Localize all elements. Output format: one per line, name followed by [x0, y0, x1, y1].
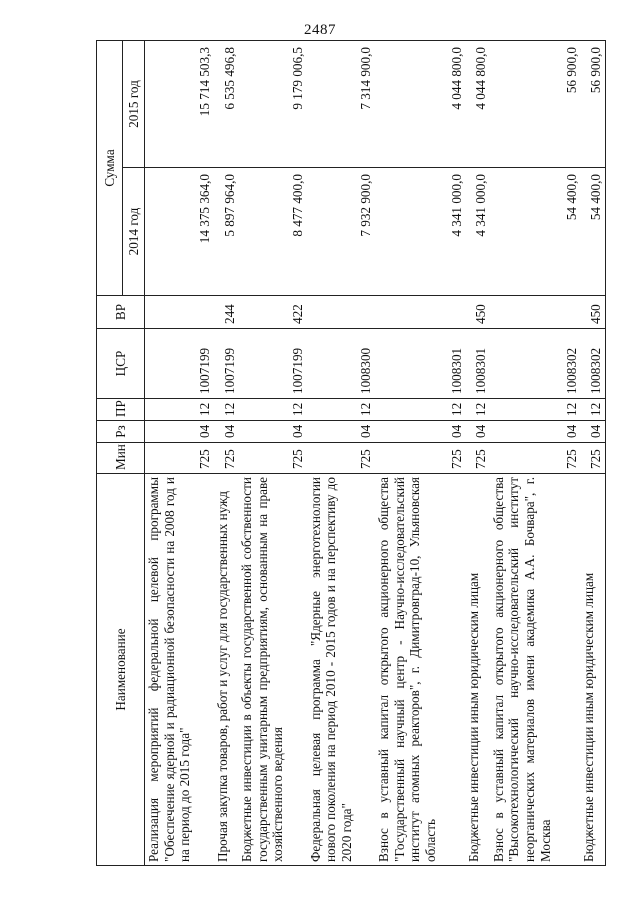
rotated-page: [96, 41, 606, 866]
row-rz: 04: [490, 421, 580, 443]
row-min: 725: [465, 443, 490, 474]
row-2014: 5 897 964,0: [214, 168, 239, 296]
row-2015: 56 900,0: [490, 41, 580, 168]
row-vr: 450: [580, 296, 605, 329]
row-csr: 1008301: [465, 329, 490, 399]
row-csr: 1008300: [307, 329, 375, 399]
row-pr: 12: [465, 399, 490, 421]
row-pr: 12: [490, 399, 580, 421]
row-2015: 4 044 800,0: [375, 41, 465, 168]
header-csr: ЦСР: [97, 329, 145, 399]
row-name: Бюджетные инвестиции иным юридическим лицам: [580, 474, 605, 866]
row-rz: 04: [214, 421, 239, 443]
table-row: [307, 41, 375, 866]
row-min: 725: [307, 443, 375, 474]
page-number: 2487: [304, 22, 336, 38]
row-vr: 450: [465, 296, 490, 329]
row-name: Реализация мероприятий федеральной целевой программы "Обеспечение ядерной и радиационной безопасности на 2008 год и на период до 2015 года": [145, 474, 214, 866]
row-rz: 04: [375, 421, 465, 443]
row-vr: 244: [214, 296, 239, 329]
row-2015: 9 179 006,5: [238, 41, 306, 168]
row-name: Прочая закупка товаров, работ и услуг для государственных нужд: [214, 474, 239, 866]
row-min: 725: [580, 443, 605, 474]
header-name: Наименование: [97, 474, 145, 866]
row-2015: 6 535 496,8: [214, 41, 239, 168]
row-name: Взнос в уставный капитал открытого акционерного общества "Высокотехнологический научно-исследовательский институт неорганических материалов имени академика А.А. Бочвара", г. Москва: [490, 474, 580, 866]
row-csr: 1007199: [145, 329, 214, 399]
row-2014: 7 932 900,0: [307, 168, 375, 296]
table-row: [375, 41, 465, 866]
row-rz: 04: [145, 421, 214, 443]
header-rz: Рз: [97, 421, 145, 443]
row-pr: 12: [238, 399, 306, 421]
row-min: 725: [214, 443, 239, 474]
table-row: [490, 41, 580, 866]
row-name: Бюджетные инвестиции иным юридическим лицам: [465, 474, 490, 866]
header-pr: ПР: [97, 399, 145, 421]
row-min: 725: [145, 443, 214, 474]
row-vr: [375, 296, 465, 329]
row-2014: 4 341 000,0: [375, 168, 465, 296]
row-2014: 14 375 364,0: [145, 168, 214, 296]
row-2015: 7 314 900,0: [307, 41, 375, 168]
row-2015: 15 714 503,3: [145, 41, 214, 168]
row-csr: 1007199: [238, 329, 306, 399]
table-row: [580, 41, 605, 866]
row-vr: [307, 296, 375, 329]
header-2015: 2015 год: [123, 41, 145, 168]
row-vr: [145, 296, 214, 329]
row-rz: 04: [307, 421, 375, 443]
row-csr: 1008302: [580, 329, 605, 399]
row-rz: 04: [580, 421, 605, 443]
row-2015: 56 900,0: [580, 41, 605, 168]
row-min: 725: [375, 443, 465, 474]
row-pr: 12: [214, 399, 239, 421]
row-csr: 1008302: [490, 329, 580, 399]
row-pr: 12: [375, 399, 465, 421]
header-min: Мин: [97, 443, 145, 474]
row-rz: 04: [238, 421, 306, 443]
row-2014: 4 341 000,0: [465, 168, 490, 296]
table-row: [145, 41, 214, 866]
row-pr: 12: [580, 399, 605, 421]
row-name: Взнос в уставный капитал открытого акционерного общества "Государственный научный центр - Научно-исследовательский институт атомных реакторов", г. Димитровград-10, Ульяновская область: [375, 474, 465, 866]
header-sum: Сумма: [97, 41, 123, 296]
row-vr: 422: [238, 296, 306, 329]
row-csr: 1008301: [375, 329, 465, 399]
header-vr: ВР: [97, 296, 145, 329]
row-min: 725: [238, 443, 306, 474]
row-2015: 4 044 800,0: [465, 41, 490, 168]
row-vr: [490, 296, 580, 329]
header-2014: 2014 год: [123, 168, 145, 296]
row-name: Бюджетные инвестиции в объекты государственной собственности государственным унитарным предприятиям, основанным на праве хозяйственного ведения: [238, 474, 306, 866]
row-2014: 54 400,0: [580, 168, 605, 296]
row-min: 725: [490, 443, 580, 474]
row-csr: 1007199: [214, 329, 239, 399]
row-2014: 8 477 400,0: [238, 168, 306, 296]
table-row: [238, 41, 306, 866]
row-2014: 54 400,0: [490, 168, 580, 296]
budget-table: [96, 40, 606, 866]
row-name: Федеральная целевая программа "Ядерные энерготехнологии нового поколения на период 2010 - 2015 годов и на перспективу до 2020 года": [307, 474, 375, 866]
table-row: [465, 41, 490, 866]
row-pr: 12: [307, 399, 375, 421]
table-row: [214, 41, 239, 866]
row-pr: 12: [145, 399, 214, 421]
row-rz: 04: [465, 421, 490, 443]
